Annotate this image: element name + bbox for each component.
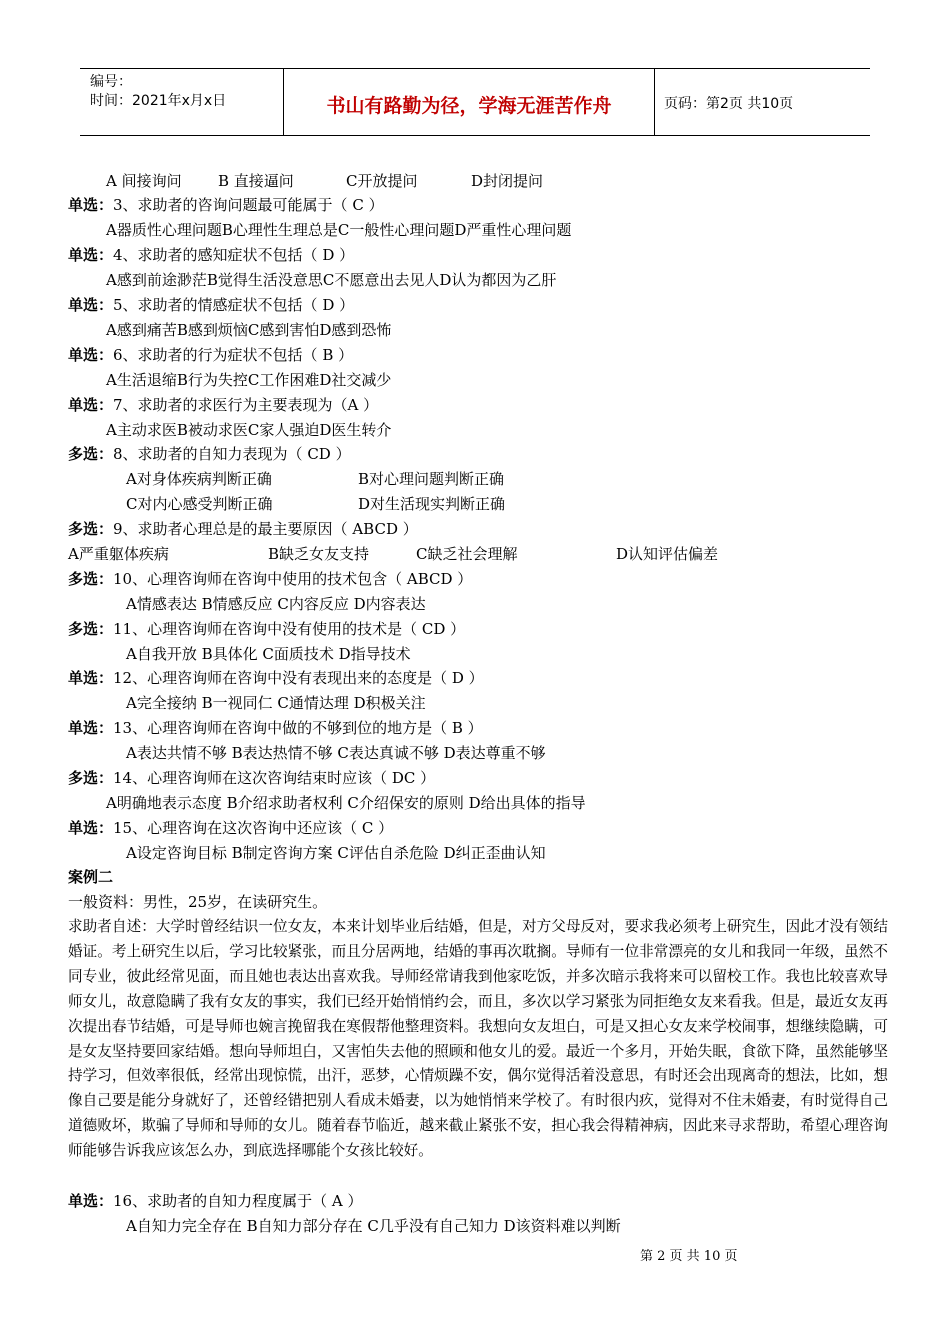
question-text: 5、求助者的情感症状不包括（ D ）: [113, 296, 355, 314]
question-14-options: A明确地表示态度 B介绍求助者权利 C介绍保安的原则 D给出具体的指导: [106, 794, 586, 812]
question-13-options: A表达共情不够 B表达热情不够 C表达真诚不够 D表达尊重不够: [126, 744, 546, 762]
number-label: 编号：: [90, 74, 132, 90]
question-text: 12、心理咨询师在咨询中没有表现出来的态度是（ D ）: [113, 669, 484, 687]
question-10: [68, 568, 472, 590]
question-10-options: A情感表达 B情感反应 C内容反应 D内容表达: [126, 595, 426, 613]
question-type: 单选：: [68, 1192, 114, 1210]
question-text: 15、心理咨询在这次咨询中还应该（ C ）: [113, 819, 394, 837]
option-b: B对心理问题判断正确: [358, 470, 505, 488]
page-header: [80, 68, 870, 136]
question-7: [68, 394, 378, 416]
question-text: 6、求助者的行为症状不包括（ B ）: [113, 346, 354, 364]
question-3: [68, 194, 384, 216]
question-type: 单选：: [68, 296, 114, 314]
question-13: [68, 717, 483, 739]
date-label: 时间：2021年x月x日: [90, 93, 227, 109]
question-text: 9、求助者心理总是的最主要原因（ ABCD ）: [113, 520, 418, 538]
question-15: [68, 817, 393, 839]
question-text: 7、求助者的求医行为主要表现为（A ）: [113, 396, 379, 414]
question-text: 11、心理咨询师在咨询中没有使用的技术是（ CD ）: [113, 620, 466, 638]
page-footer: 第 2 页 共 10 页: [640, 1249, 738, 1264]
question-type: 多选：: [68, 520, 114, 538]
question-text: 10、心理咨询师在咨询中使用的技术包含（ ABCD ）: [113, 570, 473, 588]
header-page-info: 页码：第2页 共10页: [664, 96, 794, 112]
header-motto: 书山有路勤为径，学海无涯苦作舟: [326, 95, 612, 117]
question-text: 4、求助者的感知症状不包括（ D ）: [113, 246, 355, 264]
question-16-options: A自知力完全存在 B自知力部分存在 C几乎没有自己知力 D该资料难以判断: [126, 1217, 621, 1235]
question-4-options: A感到前途渺茫B觉得生活没意思C不愿意出去见人D认为都因为乙肝: [106, 271, 557, 289]
question-type: 单选：: [68, 346, 114, 364]
question-type: 多选：: [68, 769, 114, 787]
header-meta: [90, 73, 226, 111]
question-text: 8、求助者的自知力表现为（ CD ）: [113, 445, 351, 463]
question-12: [68, 667, 484, 689]
question-9: [68, 518, 418, 540]
case-narrative: 求助者自述：大学时曾经结识一位女友，本来计划毕业后结婚，但是，对方父母反对，要求我必须考上研究生，因此才没有领结婚证。考上研究生以后，学习比较紧张，而且分居两地，结婚的事再次耽搁。导师有一位非常漂亮的女儿和我同一年级，虽然不同专业，彼此经常见面，而且她也表达出喜欢我。导师经常请我到他家吃饭，并多次暗示我将来可以留校工作。我也比较喜欢导师女儿，故意隐瞒了我有女友的事实，我们已经开始悄悄约会，而且，多次以学习紧张为同拒绝女友来看我。但是，最近女友再次提出春节结婚，可是导师也婉言挽留我在寒假帮他整理资料。我想向女友坦白，可是又担心女友来学校闹事，想继续隐瞒，可是女友坚持要回家结婚。想向导师坦白，又害怕失去他的照顾和他女儿的爱。最近一个多月，开始失眠，食欲下降，虽然能够坚持学习，但效率很低，经常出现惊慌，出汗，恶梦，心情烦躁不安，偶尔觉得活着没意思，有时还会出现离奇的想法，比如，想像自己要是能分身就好了，还曾经错把别人看成未婚妻，以为她悄悄来学校了。有时很内疚，觉得对不住未婚妻，有时觉得自己道德败坏，欺骗了导师和导师的女儿。随着春节临近，越来截止紧张不安，担心我会得精神病，因此来寻求帮助，希望心理咨询师能够告诉我应该怎么办，到底选择哪能个女孩比较好。: [68, 918, 888, 1160]
question-8: [68, 443, 351, 465]
question-type: 单选：: [68, 246, 114, 264]
option-c: C开放提问: [346, 172, 418, 190]
question-3-options: A器质性心理问题B心理性生理总是C一般性心理问题D严重性心理问题: [106, 221, 572, 239]
question-11: [68, 618, 465, 640]
case-general-info: 一般资料：男性，25岁，在读研究生。: [68, 893, 328, 911]
question-text: 3、求助者的咨询问题最可能属于（ C ）: [113, 196, 384, 214]
question-type: 单选：: [68, 719, 114, 737]
option-d: D认知评估偏差: [616, 545, 719, 563]
option-c: C对内心感受判断正确: [126, 495, 273, 513]
question-text: 13、心理咨询师在咨询中做的不够到位的地方是（ B ）: [113, 719, 483, 737]
question-type: 单选：: [68, 669, 114, 687]
question-text: 16、求助者的自知力程度属于（ A ）: [113, 1192, 363, 1210]
question-14: [68, 767, 435, 789]
option-a: A对身体疾病判断正确: [126, 470, 272, 488]
question-4: [68, 244, 354, 266]
question-6: [68, 344, 353, 366]
question-6-options: A生活退缩B行为失控C工作困难D社交减少: [106, 371, 392, 389]
question-type: 单选：: [68, 396, 114, 414]
option-b: B 直接逼问: [218, 172, 294, 190]
question-11-options: A自我开放 B具体化 C面质技术 D指导技术: [126, 645, 411, 663]
question-type: 单选：: [68, 819, 114, 837]
question-type: 多选：: [68, 620, 114, 638]
option-b: B缺乏女友支持: [268, 545, 370, 563]
question-type: 多选：: [68, 570, 114, 588]
option-a: A严重躯体疾病: [68, 545, 169, 563]
option-c: C缺乏社会理解: [416, 545, 518, 563]
question-type: 多选：: [68, 445, 114, 463]
question-text: 14、心理咨询师在这次咨询结束时应该（ DC ）: [113, 769, 436, 787]
option-d: D封闭提问: [471, 172, 544, 190]
question-15-options: A设定咨询目标 B制定咨询方案 C评估自杀危险 D纠正歪曲认知: [126, 844, 546, 862]
question-16: [68, 1190, 362, 1212]
question-12-options: A完全接纳 B一视同仁 C通情达理 D积极关注: [126, 694, 426, 712]
option-a: A 间接询问: [106, 172, 182, 190]
option-d: D对生活现实判断正确: [358, 495, 506, 513]
question-5-options: A感到痛苦B感到烦恼C感到害怕D感到恐怖: [106, 321, 392, 339]
question-type: 单选：: [68, 196, 114, 214]
question-5: [68, 294, 354, 316]
header-divider: [654, 69, 655, 135]
question-7-options: A主动求医B被动求医C家人强迫D医生转介: [106, 421, 392, 439]
case-title: 案例二: [68, 868, 114, 886]
